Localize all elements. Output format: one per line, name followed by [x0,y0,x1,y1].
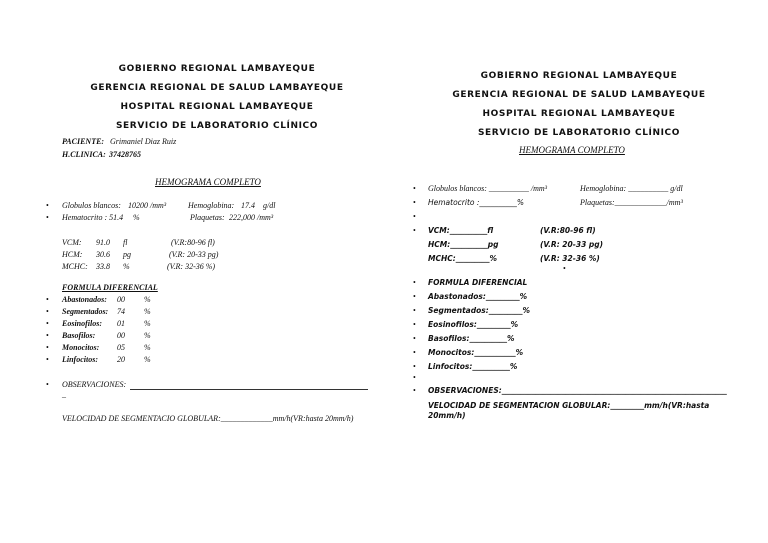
plq-value: 222,000 /mm³ [229,213,274,222]
formula-unit: % [144,343,151,352]
right-mchc-ref: (V.R: 32-36 %) [540,254,600,263]
formula-value: 00 [117,331,125,340]
right-hto: Hematocrito :__________% [428,198,525,207]
right-formula-item: Monocitos:___________% [428,348,524,357]
index-unit: pg [123,250,131,259]
left-header-line-4: SERVICIO DE LABORATORIO CLÍNICO [115,121,319,131]
bullet: • [413,306,416,315]
formula-name: Eosinofilos: [62,319,103,328]
left-header-line-1: GOBIERNO REGIONAL LAMBAYEQUE [118,64,316,74]
left-header-line-2: GERENCIA REGIONAL DE SALUD LAMBAYEQUE [90,83,344,93]
index-name: MCHC: [62,262,88,271]
right-hcm: HCM:__________pg [428,240,499,249]
bullet: • [413,212,416,221]
obs-label: OBSERVACIONES: [62,380,127,389]
bullet: • [46,295,49,304]
right-vsg: VELOCIDAD DE SEGMENTACION GLOBULAR:_________mm/h(VR:hasta [428,401,710,410]
left-vsg: VELOCIDAD DE SEGMENTACIO GLOBULAR:_____________mm/h(VR:hasta 20mm/h) [62,414,354,423]
obs-cont: _ [62,390,66,399]
right-formula-item: Segmentados:_________% [428,306,530,315]
formula-unit: % [144,319,151,328]
formula-unit: % [144,295,151,304]
right-plq: Plaquetas:_____________/mm³ [580,198,683,207]
right-formula-item: Basofilos:__________% [428,334,515,343]
bullet: • [413,226,416,235]
bullet: • [413,184,416,193]
formula-unit: % [144,331,151,340]
bullet: • [46,331,49,340]
bullet: • [46,213,49,222]
bullet: • [413,320,416,329]
right-header-line-4: SERVICIO DE LABORATORIO CLÍNICO [477,128,681,138]
bullet: • [413,198,416,207]
bullet: • [413,334,416,343]
plq-label: Plaquetas: [190,213,225,222]
index-value: 91.0 [96,238,110,247]
right-vcm-ref: (V.R:80-96 fl) [540,226,596,235]
bullet: • [413,292,416,301]
formula-title: FORMULA DIFERENCIAL [62,283,158,292]
index-value: 33.8 [96,262,110,271]
right-formula-item: Abastonados:_________% [428,292,528,301]
right-hcm-ref: (V.R: 20-33 pg) [540,240,604,249]
bullet: • [46,343,49,352]
right-formula-item: Eosinofilos:_________% [428,320,519,329]
formula-value: 05 [117,343,125,352]
index-unit: fl [123,238,128,247]
left-title: HEMOGRAMA COMPLETO [155,177,261,187]
right-vsg-2: 20mm/h) [428,411,466,420]
formula-unit: % [144,307,151,316]
right-mchc: MCHC:_________% [428,254,498,263]
bullet: • [46,307,49,316]
gb-value: 10200 /mm³ [128,201,167,210]
formula-name: Basofilos: [62,331,96,340]
hcl-value: 37428765 [109,150,141,159]
index-unit: % [123,262,130,271]
bullet: • [563,264,566,273]
bullet: • [46,319,49,328]
right-hb: Hemoglobina: __________ g/dl [580,184,683,193]
right-header-line-2: GERENCIA REGIONAL DE SALUD LAMBAYEQUE [452,90,706,100]
formula-name: Segmentados: [62,307,109,316]
formula-name: Monocitos: [62,343,100,352]
formula-value: 00 [117,295,125,304]
hto-label: Hematocrito : 51.4 [62,213,124,222]
right-header-line-3: HOSPITAL REGIONAL LAMBAYEQUE [482,109,676,119]
formula-value: 01 [117,319,125,328]
bullet: • [413,373,416,382]
right-vcm: VCM:__________fl [428,226,494,235]
bullet: • [46,380,49,389]
bullet: • [413,278,416,287]
gb-label: Globulos blancos: [62,201,121,210]
left-header-line-3: HOSPITAL REGIONAL LAMBAYEQUE [120,102,314,112]
formula-value: 74 [117,307,125,316]
index-value: 30.6 [96,250,110,259]
formula-value: 20 [117,355,125,364]
hcl-label: H.CLINICA: [62,150,106,159]
index-ref: (V.R: 32-36 %) [167,262,216,271]
index-name: HCM: [62,250,83,259]
formula-unit: % [144,355,151,364]
right-header-line-1: GOBIERNO REGIONAL LAMBAYEQUE [480,71,678,81]
formula-name: Linfocitos: [62,355,98,364]
right-title: HEMOGRAMA COMPLETO [519,145,625,155]
obs-line [130,389,368,390]
index-ref: (V.R: 20-33 pg) [169,250,219,259]
patient-name: Grimaniel Diaz Ruiz [110,137,177,146]
hb-label: Hemoglobina: [188,201,235,210]
bullet: • [413,362,416,371]
right-obs: OBSERVACIONES:____________________________________________________________ [428,386,727,395]
hb-value: 17.4 [241,201,255,210]
hto-unit: % [133,213,140,222]
bullet: • [46,355,49,364]
bullet: • [46,201,49,210]
bullet: • [413,386,416,395]
right-formula-title: FORMULA DIFERENCIAL [428,278,528,287]
patient-label: PACIENTE: [62,137,105,146]
right-formula-item: Linfocitos:__________% [428,362,518,371]
formula-name: Abastonados: [62,295,107,304]
right-gb: Globulos blancos: __________ /mm³ [428,184,548,193]
bullet: • [413,348,416,357]
index-ref: (V.R:80-96 fl) [171,238,215,247]
index-name: VCM: [62,238,82,247]
hb-unit: g/dl [263,201,276,210]
